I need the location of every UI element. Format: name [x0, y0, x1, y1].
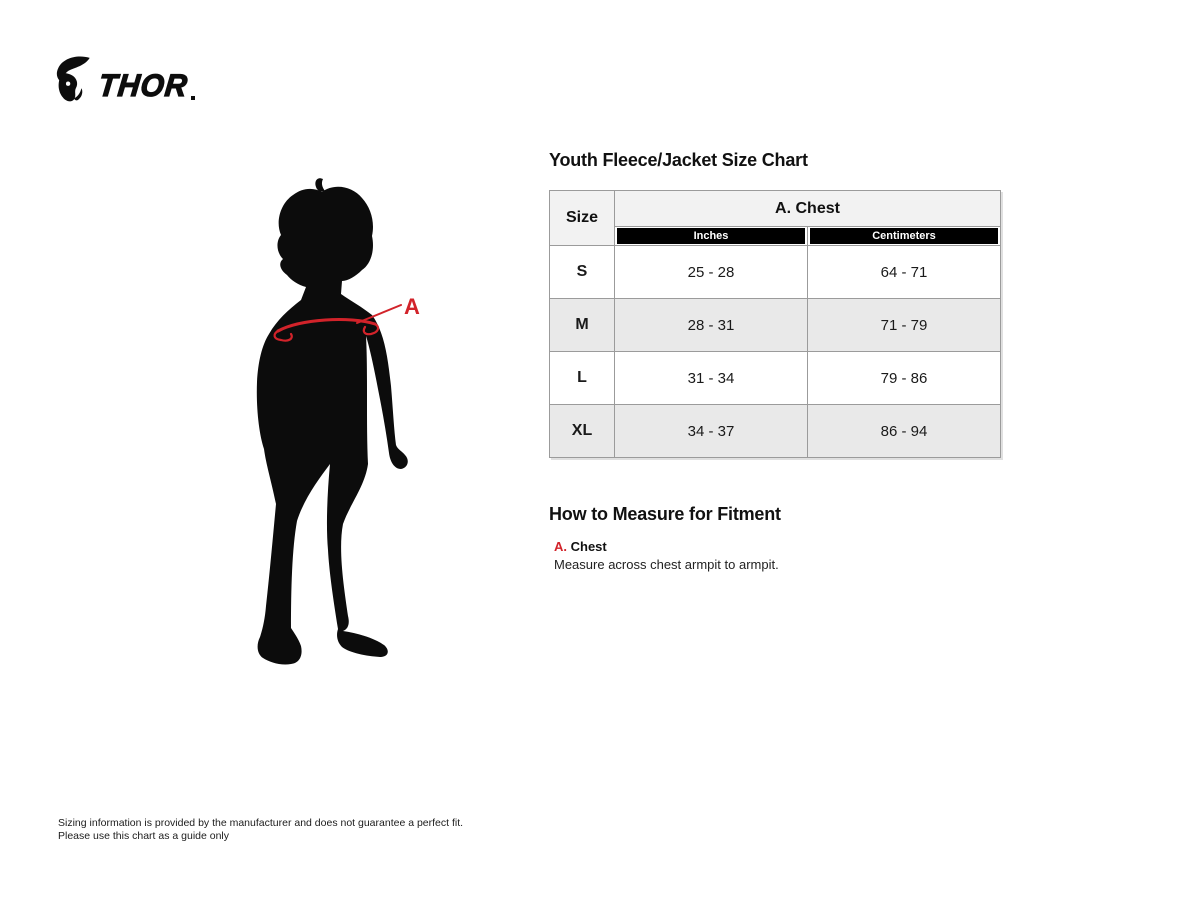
size-value: XL [550, 405, 615, 458]
column-header-inches-cell [615, 227, 808, 246]
centimeters-value: 86 - 94 [808, 405, 1001, 458]
size-chart-table-header [550, 191, 1001, 246]
size-chart-table [549, 190, 1001, 458]
chest-point-label: A [404, 294, 420, 319]
thor-logo [55, 56, 195, 104]
size-value: M [550, 299, 615, 352]
centimeters-value: 71 - 79 [808, 299, 1001, 352]
thor-logo-text: THOR [96, 68, 190, 104]
inches-value: 28 - 31 [615, 299, 808, 352]
column-header-centimeters: Centimeters [810, 228, 998, 244]
child-silhouette-svg [238, 168, 458, 708]
column-header-centimeters-cell [808, 227, 1001, 246]
centimeters-value: 64 - 71 [808, 246, 1001, 299]
size-chart-title: Youth Fleece/Jacket Size Chart [549, 150, 808, 170]
table-row-xl [550, 405, 1001, 458]
column-header-size: Size [550, 191, 615, 246]
thor-logo-trademark-dot [191, 96, 195, 100]
column-header-inches: Inches [617, 228, 805, 244]
column-header-chest: A. Chest [615, 191, 1001, 227]
measure-item-chest [554, 539, 607, 554]
size-value: L [550, 352, 615, 405]
table-row-m [550, 299, 1001, 352]
centimeters-value: 79 - 86 [808, 352, 1001, 405]
inches-value: 25 - 28 [615, 246, 808, 299]
disclaimer-line-2: Please use this chart as a guide only [58, 829, 230, 842]
measure-item-letter: A. [554, 539, 567, 554]
measure-item-name: Chest [570, 539, 607, 554]
measure-item-description: Measure across chest armpit to armpit. [554, 557, 779, 572]
measure-section-heading: How to Measure for Fitment [549, 504, 781, 524]
disclaimer-line-1: Sizing information is provided by the manufacturer and does not guarantee a perfect fit. [58, 817, 464, 829]
table-row-s [550, 246, 1001, 299]
table-row-l [550, 352, 1001, 405]
inches-value: 34 - 37 [615, 405, 808, 458]
thor-ram-head-icon [55, 56, 93, 104]
size-value: S [550, 246, 615, 299]
inches-value: 31 - 34 [615, 352, 808, 405]
disclaimer [58, 817, 463, 842]
child-silhouette-figure [238, 168, 458, 708]
